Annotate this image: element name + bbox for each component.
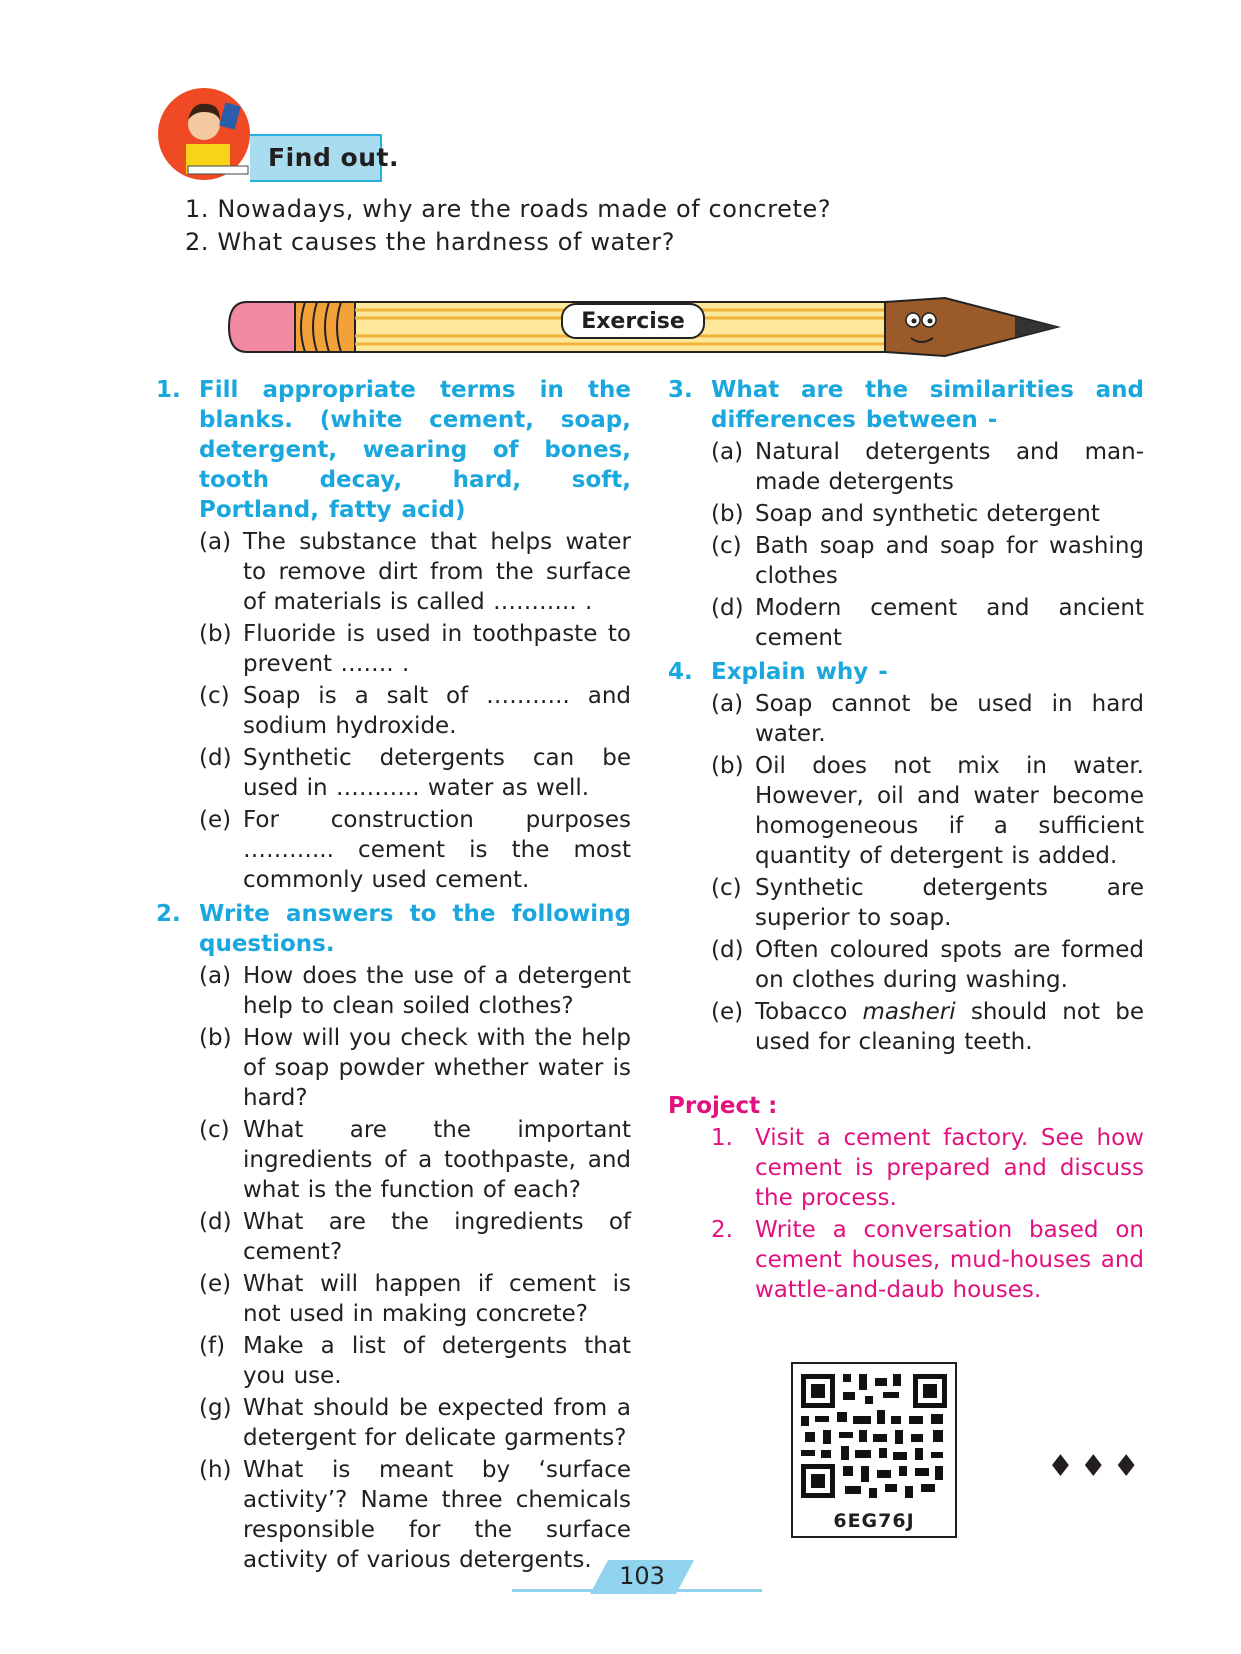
list-item <box>199 1393 631 1453</box>
section-number: 1. <box>156 377 181 403</box>
item-letter: (c) <box>199 683 230 709</box>
exercise-label: Exercise <box>581 309 685 334</box>
item-letter: (d) <box>711 595 744 621</box>
right-column <box>668 375 1144 1309</box>
item-letter: (b) <box>711 753 744 779</box>
item-number: 1. <box>711 1125 733 1151</box>
left-column <box>156 375 631 1579</box>
page-number: 103 <box>619 1562 665 1590</box>
item-text: How will you check with the help of soap powder whether water is hard? <box>243 1025 631 1111</box>
list-item <box>199 1023 631 1113</box>
item-letter: (c) <box>711 875 742 901</box>
list-item <box>199 743 631 803</box>
list-item <box>711 531 1144 591</box>
item-letter: (b) <box>199 621 232 647</box>
item-letter: (d) <box>199 1209 232 1235</box>
item-letter: (b) <box>199 1025 232 1051</box>
item-text: For construction purposes ………... cement is the most commonly used cement. <box>243 807 631 893</box>
list-item <box>711 593 1144 653</box>
item-letter: (d) <box>711 937 744 963</box>
item-letter: (e) <box>199 1271 232 1297</box>
item-letter: (e) <box>711 999 744 1025</box>
item-text: What is meant by ‘surface activity’? Name three chemicals responsible for the surface activity of various detergents. <box>243 1457 631 1573</box>
end-mark: ♦♦♦ <box>1047 1449 1146 1484</box>
item-text: The substance that helps water to remove dirt from the surface of materials is called ……….. . <box>243 529 631 615</box>
item-letter: (d) <box>199 745 232 771</box>
item-text: Write a conversation based on cement houses, mud-houses and wattle-and-daub houses. <box>755 1217 1144 1303</box>
item-text: Make a list of detergents that you use. <box>243 1333 631 1389</box>
section-title: Write answers to the following questions. <box>199 901 631 957</box>
list-item <box>199 961 631 1021</box>
boy-reading-illustration <box>158 86 258 186</box>
item-text <box>755 997 1144 1057</box>
section-title: Explain why - <box>711 659 888 685</box>
item-text: Synthetic detergents are superior to soap. <box>755 875 1144 931</box>
item-text-part: should not be used for cleaning teeth. <box>755 999 1144 1055</box>
list-item <box>199 1331 631 1391</box>
list-item <box>199 1455 631 1575</box>
project-title: Project : <box>668 1093 778 1119</box>
list-item <box>711 689 1144 749</box>
list-item <box>711 437 1144 497</box>
find-out-question-2: 2. What causes the hardness of water? <box>185 228 676 256</box>
list-item <box>711 935 1144 995</box>
item-text: What are the ingredients of cement? <box>243 1209 631 1265</box>
section-4 <box>668 657 1144 1057</box>
item-letter: (a) <box>199 963 232 989</box>
list-item <box>199 1207 631 1267</box>
item-letter: (c) <box>711 533 742 559</box>
item-letter: (f) <box>199 1333 226 1359</box>
item-text: Natural detergents and man-made detergents <box>755 439 1144 495</box>
item-text: Often coloured spots are formed on clothes during washing. <box>755 937 1144 993</box>
project-item <box>711 1215 1144 1305</box>
list-item <box>199 527 631 617</box>
item-text: What should be expected from a detergent for delicate garments? <box>243 1395 631 1451</box>
item-text: Synthetic detergents can be used in ……….. water as well. <box>243 745 631 801</box>
section-title: Fill appropriate terms in the blanks. (white cement, soap, detergent, wearing of bones, tooth decay, hard, soft, Portland, fatty acid) <box>199 377 631 523</box>
list-item <box>199 1115 631 1205</box>
list-item <box>711 873 1144 933</box>
item-letter: (e) <box>199 807 232 833</box>
list-item <box>199 619 631 679</box>
item-text: Visit a cement factory. See how cement is prepared and discuss the process. <box>755 1125 1144 1211</box>
section-number: 2. <box>156 901 181 927</box>
item-text: Soap is a salt of ……….. and sodium hydroxide. <box>243 683 631 739</box>
project-section <box>668 1091 1144 1305</box>
section-3 <box>668 375 1144 653</box>
item-number: 2. <box>711 1217 733 1243</box>
list-item <box>711 751 1144 871</box>
item-text: Oil does not mix in water. However, oil and water become homogeneous if a sufficient quantity of detergent is added. <box>755 753 1144 869</box>
project-item <box>711 1123 1144 1213</box>
find-out-question-1: 1. Nowadays, why are the roads made of concrete? <box>185 195 832 223</box>
item-letter: (a) <box>711 691 744 717</box>
qr-code-icon <box>793 1366 955 1506</box>
item-letter: (g) <box>199 1395 232 1421</box>
section-title: What are the similarities and differences between - <box>711 377 1144 433</box>
item-letter: (a) <box>711 439 744 465</box>
item-text: How does the use of a detergent help to clean soiled clothes? <box>243 963 631 1019</box>
list-item <box>199 681 631 741</box>
list-item <box>199 805 631 895</box>
item-text-italic: masheri <box>862 999 956 1025</box>
section-number: 4. <box>668 659 693 685</box>
qr-code-text: 6EG76J <box>833 1510 915 1532</box>
item-text: What will happen if cement is not used in making concrete? <box>243 1271 631 1327</box>
list-item <box>199 1269 631 1329</box>
item-letter: (h) <box>199 1457 232 1483</box>
section-2 <box>156 899 631 1575</box>
item-letter: (a) <box>199 529 232 555</box>
list-item <box>711 499 1144 529</box>
item-letter: (b) <box>711 501 744 527</box>
section-number: 3. <box>668 377 693 403</box>
item-text: What are the important ingredients of a toothpaste, and what is the function of each? <box>243 1117 631 1203</box>
item-text-part: Tobacco <box>755 999 863 1025</box>
item-text: Soap cannot be used in hard water. <box>755 691 1144 747</box>
item-text: Fluoride is used in toothpaste to prevent ……. . <box>243 621 631 677</box>
item-letter: (c) <box>199 1117 230 1143</box>
find-out-title: Find out. <box>268 143 399 172</box>
list-item <box>711 997 1144 1057</box>
item-text: Bath soap and soap for washing clothes <box>755 533 1144 589</box>
item-text: Soap and synthetic detergent <box>755 501 1100 527</box>
section-1 <box>156 375 631 895</box>
item-text: Modern cement and ancient cement <box>755 595 1144 651</box>
